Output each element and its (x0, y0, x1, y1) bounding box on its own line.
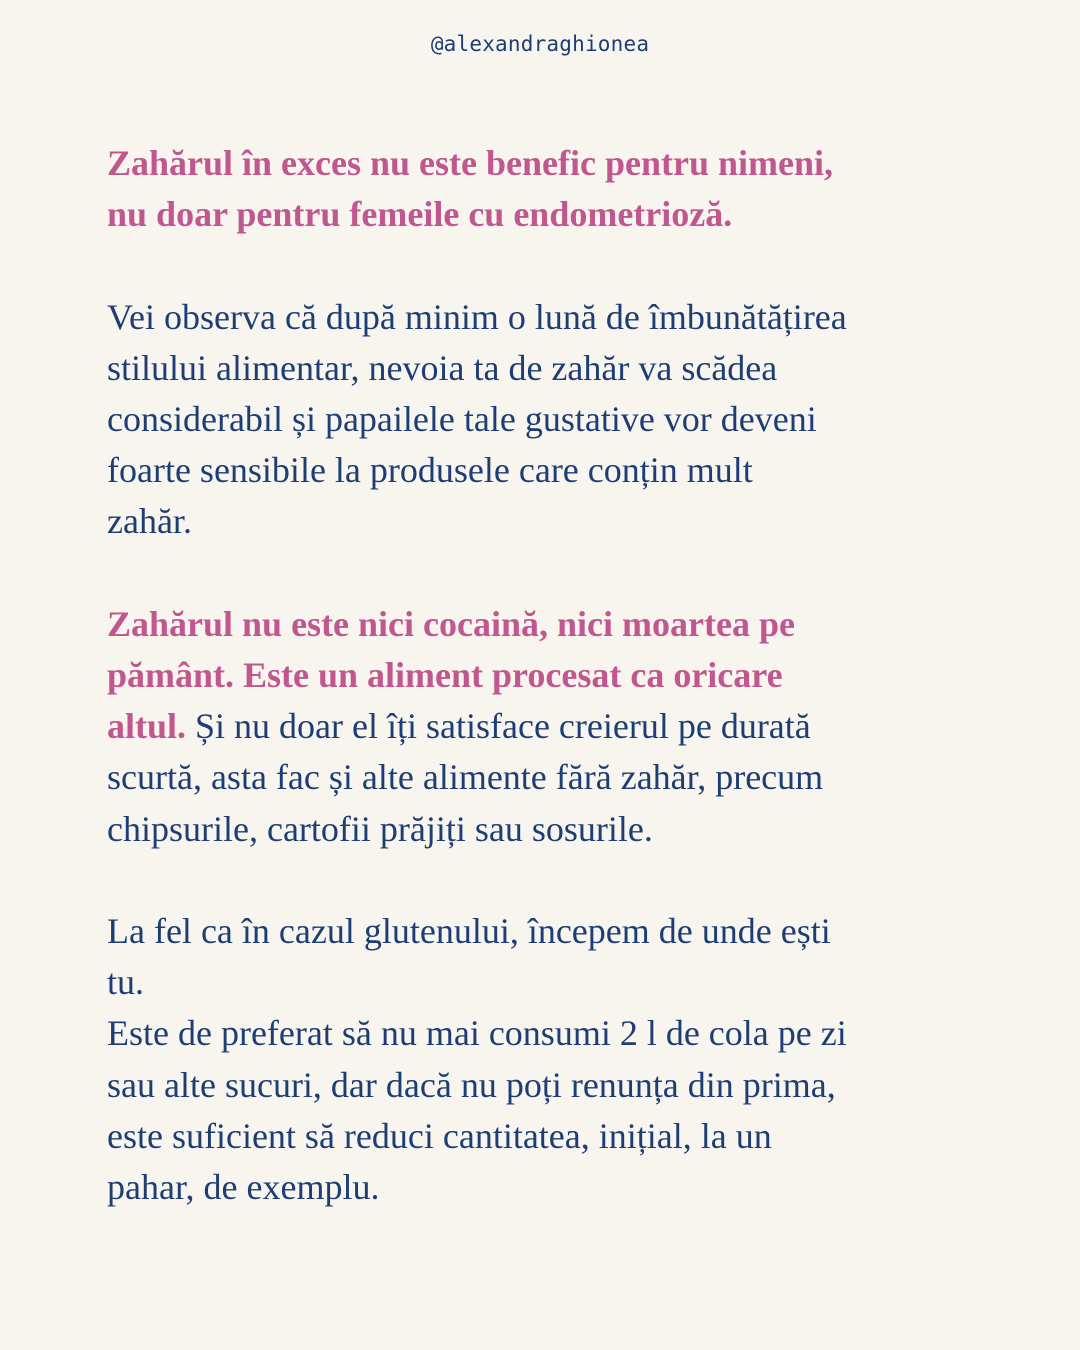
text-brain-satisfaction: Și nu doar el îți satisface creierul pe durată scurtă, asta fac și alte alimente fără zahăr, precum chipsurile, cartofii prăjiți sau sosurile. (107, 706, 824, 849)
paragraph-start-where-you-are: La fel ca în cazul glutenului, începem de unde ești tu. (107, 911, 831, 1003)
highlight-sugar-excess: Zahărul în exces nu este benefic pentru nimeni, nu doar pentru femeile cu endometrioză. (107, 143, 833, 235)
paragraph-sugar-not-cocaine (107, 599, 977, 855)
account-handle: @alexandraghionea (430, 32, 650, 56)
paragraph-reduce-soda: Este de preferat să nu mai consumi 2 l de cola pe zi sau alte sucuri, dar dacă nu poți renunța din prima, este suficient să reduci cantitatea, inițial, la un pahar, de exemplu. (107, 1013, 847, 1208)
paragraph-sugar-excess (107, 138, 977, 240)
post-body (107, 138, 977, 1213)
paragraph-taste-change: Vei observa că după minim o lună de îmbunătățirea stilului alimentar, nevoia ta de zahăr va scădea considerabil și papailele tale gustative vor deveni foarte sensibile la produsele care conțin mult zahăr. (107, 296, 847, 542)
highlight-sugar-not-cocaine: Zahărul nu este nici cocaină, nici moartea pe pământ. Este un aliment procesat ca oricare altul. (107, 603, 795, 747)
